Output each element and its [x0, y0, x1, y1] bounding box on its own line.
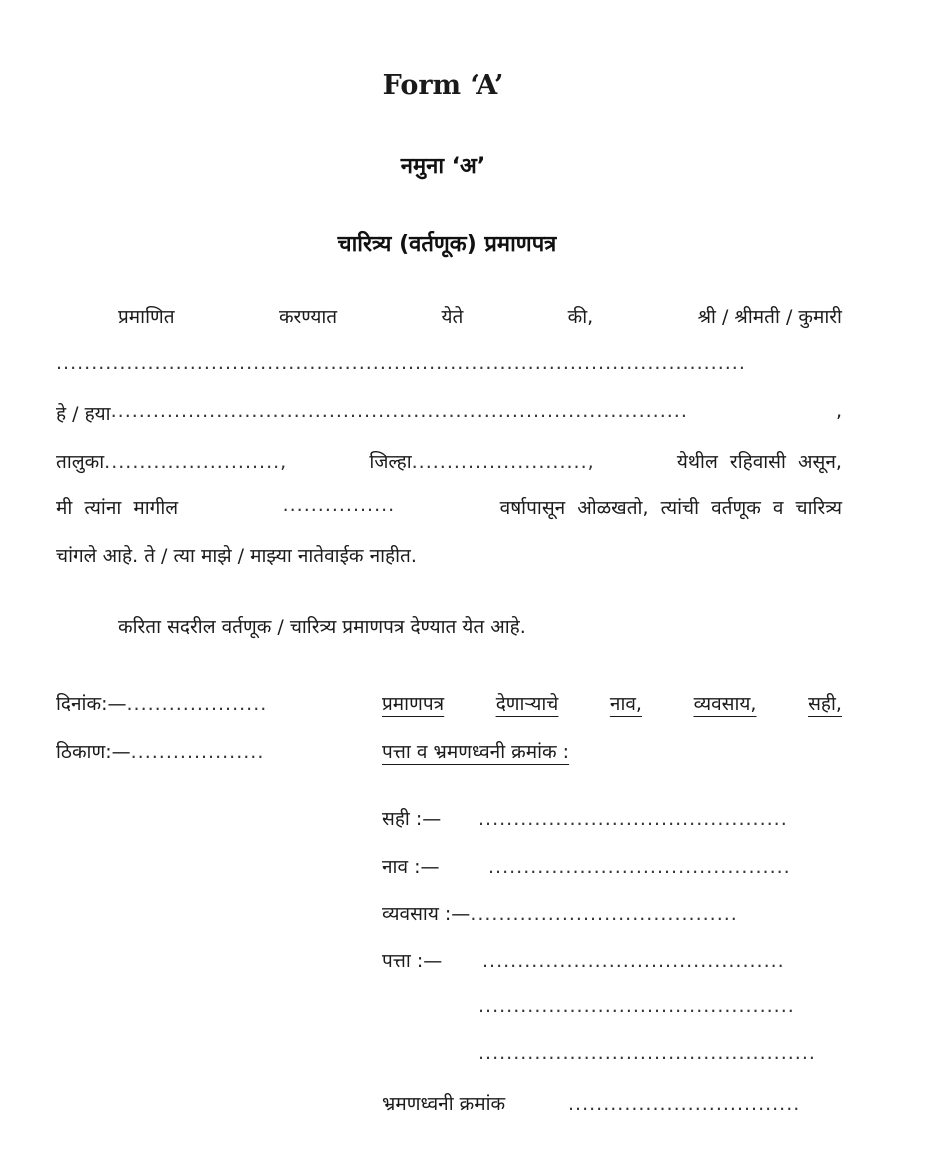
taluka-field — [56, 448, 287, 474]
place-blank[interactable]: ................... — [130, 741, 265, 763]
issuer-heading-line1 — [382, 690, 842, 716]
occupation-field — [382, 900, 738, 926]
character-statement: चांगले आहे. ते / त्या माझे / माझ्या नातेवाईक नाहीत. — [56, 545, 417, 567]
date-label: दिनांक:— — [56, 693, 127, 715]
name-label: नाव :— — [382, 856, 440, 878]
mobile-number-field — [382, 1090, 800, 1116]
address-label: पत्ता :— — [382, 950, 443, 972]
years-blank[interactable]: ................ — [282, 494, 396, 516]
taluka-blank[interactable]: ........................., — [104, 451, 288, 473]
name-blank[interactable]: .................................................................................................. — [56, 352, 746, 374]
word: येते — [441, 306, 464, 328]
mobile-number-blank[interactable]: ................................. — [568, 1093, 801, 1115]
signature-blank[interactable]: ............................................ — [478, 808, 788, 830]
district-blank[interactable]: ........................., — [411, 451, 595, 473]
issuer-heading-line2: पत्ता व भ्रमणध्वनी क्रमांक : — [382, 741, 570, 763]
name-field-blank[interactable]: ........................................... — [488, 856, 791, 878]
date-blank[interactable]: .................... — [126, 693, 268, 715]
address-blank-2[interactable]: ............................................. — [478, 995, 795, 1017]
form-title-marathi: नमुना ‘अ’ — [400, 154, 486, 179]
district-field — [369, 448, 594, 474]
years-prefix: मी त्यांना मागील — [56, 497, 179, 519]
word: प्रमाणपत्र — [382, 693, 445, 715]
years-rest: वर्षापासून ओळखतो, त्यांची वर्तणूक व चारित्र्य — [499, 497, 842, 519]
certificate-issue-statement: करिता सदरील वर्तणूक / चारित्र्य प्रमाणपत्र देण्यात येत आहे. — [118, 616, 526, 638]
word: व्यवसाय, — [693, 693, 757, 715]
comma: , — [835, 400, 842, 422]
certify-line — [118, 303, 842, 329]
name-field — [382, 853, 791, 879]
place-field — [56, 738, 264, 764]
date-field — [56, 690, 267, 716]
occupation-blank[interactable]: ...................................... — [470, 903, 738, 925]
word: सही, — [808, 693, 842, 715]
occupation-label: व्यवसाय :— — [382, 903, 471, 925]
relation-blank[interactable]: .................................................................................. — [110, 400, 688, 422]
address-blank-3[interactable]: ................................................ — [478, 1042, 816, 1064]
taluka-label: तालुका — [56, 451, 105, 473]
relation-label: हे / हया — [56, 403, 111, 425]
word: की, — [567, 306, 594, 328]
mobile-number-label: भ्रमणध्वनी क्रमांक — [382, 1093, 506, 1115]
form-title-english: Form ‘A’ — [382, 70, 504, 101]
resident-text: येथील रहिवासी असून, — [676, 451, 842, 473]
address-line — [56, 448, 842, 474]
word: श्री / श्रीमती / कुमारी — [697, 306, 842, 328]
address-field — [382, 947, 785, 973]
place-label: ठिकाण:— — [56, 741, 131, 763]
years-line — [56, 494, 842, 520]
district-label: जिल्हा — [369, 451, 412, 473]
word: देणाऱ्याचे — [495, 693, 559, 715]
word: नाव, — [609, 693, 642, 715]
relation-line — [56, 400, 842, 426]
signature-label: सही :— — [382, 808, 442, 830]
word: प्रमाणित — [118, 306, 175, 328]
certificate-title: चारित्र्य (वर्तणूक) प्रमाणपत्र — [337, 232, 557, 257]
address-blank-1[interactable]: ........................................... — [482, 950, 785, 972]
word: करण्यात — [278, 306, 338, 328]
signature-field — [382, 805, 788, 831]
